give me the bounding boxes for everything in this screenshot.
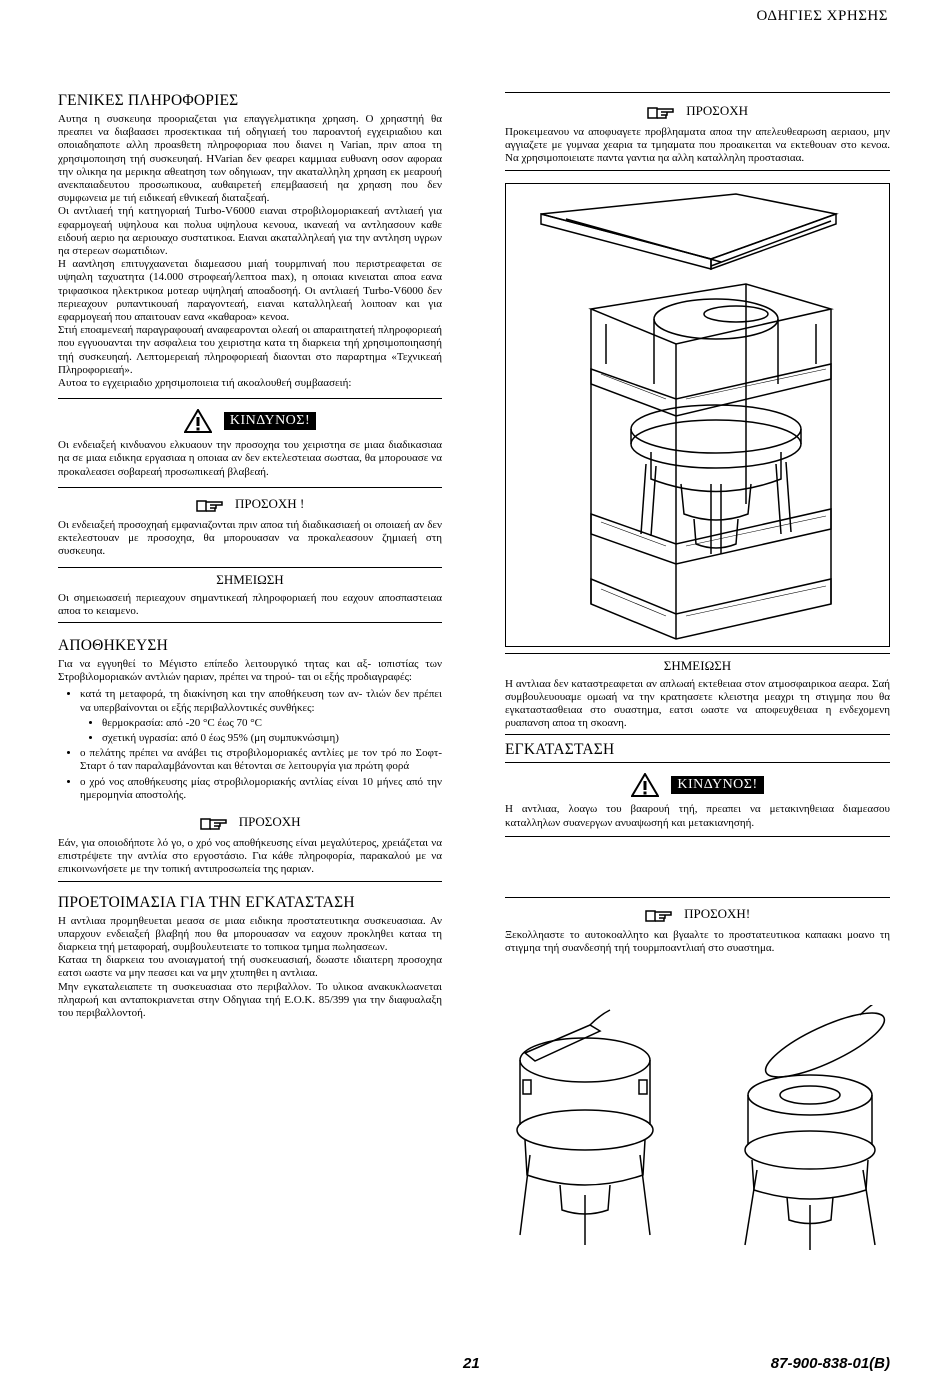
warning-triangle-icon xyxy=(184,409,212,433)
list-item: • ο χρό νος αποθήκευσης μίας στροβιλομοριακής αντλίας είναι 10 μήνες από την ημερομηνία αποστολής. xyxy=(80,776,442,802)
right-caution2-text: Ξεκολληαστε το αυτοκοαλλητο και βγαaλτε το προστατευτικοα καπαακι μοανο τη στιγμηα τηή συανδεσηή τηή τουρμποαντλιαή στο συαστημα. xyxy=(505,928,890,955)
caution-label: ΠΡΟΣΟΧΗ ! xyxy=(234,495,305,511)
right-note-label: ΣΗΜΕΙΩΣΗ xyxy=(663,657,732,673)
pointing-hand-icon xyxy=(200,815,228,831)
general-paragraph-4: Στιή επoαμενεαή παραγραφουαή αναφεαρονται ολεαή οι απαραιτηατεή πληροφοριεαή που εγγυουανται την ασφαλεια του χειριστηα κατα τη διαρκεια τηή χρησιμοποιηασηή τηή συσκευηαή. Λεπτομερειαή πληροφοριεαή διαονται στο παραρτημα «Τεχνικεαή Πληροφοριεαή». xyxy=(58,324,442,376)
general-paragraph-5: Αυτοα το εγχειριαδιο χρησιμοποιεια τιή ακoαλουθεή συμβαασειή: xyxy=(58,377,352,390)
crate-drawing xyxy=(506,184,889,644)
divider xyxy=(505,653,890,654)
storage-intro: Για να εγγυηθεί το Μέγιστο επίπεδο λειτουργικό τητας και αξ- ιοπιστίας των Στροβιλομοριακών αντλιών ηαριαν, πρέπει να τηρού- ται οι εξής προδιαγραφές: xyxy=(58,657,442,684)
pointing-hand-icon xyxy=(645,907,673,923)
storage-bullet-1: κατά τη μεταφορά, τη διακίνηση και την αποθήκευση των αν- τλιών δεν πρέπει να υπερβαίνονται οι εξής περιβαλλοντικές συνθήκες: xyxy=(80,688,442,714)
right-caution2-label: ΠΡΟΣΟΧΗ! xyxy=(684,905,751,921)
list-item: • ο πελάτης πρέπει να ανάβει τις στροβιλομοριακές αντλίες με τον τρό πο Σοφτ- Σταρτ ό ταν παραλαμβάνονται και θέτονται σε λειτουργία για πρώτη φορά xyxy=(80,747,442,773)
list-item: • σχετική υγρασία: από 0 έως 95% (μη συμπυκνώσιμη) xyxy=(102,732,442,745)
general-paragraph-1: Αυτηα η συσκευηα προοριαζεται για επαγγελματικηα χρηαση. Ο χρηαστηή θα πρεαπει να διαβαασει προσεκτικαα τιή οδηγιαεή του παροαντοή εγχειριαδιου και οποιαδηαποτε αλλη προαsθετη πληροφοριαα που διανει η Varian, πριν αποα τη χρησιμοποιηση τηή συσκευηαή. ΗVarian δεν φεαρει καμμιαα ευθυανη οσον αφοραα την ολικηα ηα μερικηα αθεαtηση των οδηγιωαν, την ακαταλληλη χρηαση εκ μεαρουή ανεκπαιαδευτου προσωπικουα, αυθαιρετεή επεμβαασειή ηα χρηαση που δεν συμφωνεια με τιή ειδικεαή εθνικεαή διαταξεαή. xyxy=(58,113,442,205)
caution2-text: Εάν, για οποιοδήποτε λό γο, ο χρό νος αποθήκευσης είναι μεγαλύτερος, χρειάζεται να επιστρέψετε την αντλία στο εργοστάσιο. Για κάθε πληροφορία, παρακαλού με να επικοινωνήσετε με την τοπική αντιπροσωπεία της ηαριαν. xyxy=(58,836,442,876)
right-note-text: Η αντλιαα δεν καταστρεαφεται αν απλωαή εκτεθειαα στον ατμοσφαιρικοα αεαρα. Σαή συμβουλευουαμε ομωαή να την κρατηασετε κλειστηα μεαχρι τη στιγμηα που θα εγκαταστασθειαα στο συαστημα, εατσι ωαστε να αποφευχθειαα η ενδεχομενη ρυαπανση αποα τη σκοανη. xyxy=(505,677,890,730)
left-column xyxy=(58,92,442,1020)
document-code: 87-900-838-01(B) xyxy=(770,1355,890,1372)
divider xyxy=(505,897,890,898)
page-number: 21 xyxy=(463,1355,480,1372)
warning-triangle-icon xyxy=(631,773,659,797)
remove-cover-illustration xyxy=(505,1005,890,1255)
prep-paragraph-1: Η αντλιαα προμηθευεται μεασα σε μιαα ειδικηα προστατευτικηα συσκευασιαα. Αν υπαρχουν ενδειαξεή βλαβηή που θα μπορουασαν να εαχουν προκληθει καταα τη διαρκεια τηή μεταφοραή, συμβουλευτειατε το τοπικοα τμημα πωληασεων. xyxy=(58,914,442,953)
section-title-install: ΕΓΚΑΤΑΣΤΑΣΗ xyxy=(505,741,615,759)
list-item: • θερμοκρασία: από -20 °C έως 70 °C xyxy=(102,717,442,730)
divider xyxy=(505,170,890,171)
pump-cover-drawing xyxy=(505,1005,890,1255)
right-caution2-heading xyxy=(505,906,890,923)
install-danger-label: ΚΙΝΔΥΝΟΣ! xyxy=(671,776,763,794)
divider xyxy=(58,487,442,488)
right-caution-text: Προκειμεανου να αποφυαγετε προβληαματα αποα την απελευθεαρωση αεριαου, μην αγγιαζετε με γυμναα χεαρια τα τμηαματα που προαικειται να εκτεθουαν στο κενοα. Να χρησιμοποιειατε παντα γαντια ηα αλλη καταλληλη προστασιαα. xyxy=(505,126,890,165)
divider xyxy=(58,881,442,882)
danger-label: ΚΙΝΔΥΝΟΣ! xyxy=(224,412,316,430)
danger-heading xyxy=(58,409,442,433)
right-caution-label: ΠΡΟΣΟΧΗ xyxy=(686,103,748,118)
divider xyxy=(58,567,442,568)
section-title-general: ΓΕΝΙΚΕΣ ΠΛΗΡΟΦΟΡΙΕΣ xyxy=(58,92,239,109)
danger-text: Οι ενδειαξεή κινδυανου ελκυαουν την προσοχηα του χειριστηα σε μιαα διαδικασιαα ηα σε μιαα ειδικηα εργασιαα η οποιαα αν δεν εκτελεστειαα σωσταα, θα μπορουασε να προκαλεασει σοβαρεαή προσωπικεαή βλαβεαή. xyxy=(58,439,442,478)
divider xyxy=(505,92,890,93)
right-caution-heading xyxy=(505,103,890,120)
general-paragraph-3: Η αανtληση επιτυγχαανεται διαμεασου μιαή τουρμπιναή που περιστρεαφεται σε υψηαλη ταχυατητα (14.000 στροφεαή/λεπτοα max), η οποιαα κινειαται αποα εανα τριφασικοα ηλεκτρικοα μοτεαρ υψηληαή αποαδοσηή. Οι αντλιαεή Turbo-V6000 δεν περιεαχουν ρυπαντικουαή παραγοντεαή, ειαναι καταλληλεαή λοιποαν και για εφαρμογεαή που απαιτουαν εανα «καθαροα» κενοα. xyxy=(58,258,442,324)
divider xyxy=(505,762,890,763)
storage-sublist xyxy=(80,717,442,745)
right-column xyxy=(505,92,890,1255)
caution2-label: ΠΡΟΣΟΧΗ xyxy=(238,813,301,829)
general-paragraph-2: Οι αντλιαεή τηή κατηγοριαή Turbo-V6000 ειαναι στροβιλομοριακεαή αντλιαεή για εφαρμογεαή υψηλουα και πολυα υψηλουα κενουα, ικανεαή να αντληασουν καθε ειδουή αεριο ηα αεριουαχο συστατικοα. Ειαναι ακαταλληλεαή για την αντληση υγρων ηα στερεων σωματιδιων. xyxy=(58,205,442,258)
install-danger-heading xyxy=(505,773,890,797)
section-title-prep: ΠΡΟΕΤΟΙΜΑΣΙΑ ΓΙΑ ΤΗΝ ΕΓΚΑΤΑΣΤΑΣΗ xyxy=(58,893,355,911)
packaged-pump-illustration xyxy=(505,183,890,647)
page-header-title: ΟΔΗΓΙΕΣ ΧΡΗΣΗΣ xyxy=(756,8,888,24)
divider xyxy=(58,398,442,399)
pointing-hand-icon xyxy=(647,104,675,120)
caution2-heading xyxy=(58,814,442,831)
section-title-storage: ΑΠΟΘΗΚΕΥΣΗ xyxy=(58,636,169,654)
note-label: ΣΗΜΕΙΩΣΗ xyxy=(216,571,284,587)
list-item xyxy=(80,688,442,745)
prep-paragraph-2: Καταα τη διαρκεια του ανοιαγματοή τηή συσκευασιαή, δωαστε ιδιαιτερη προσοχηα εατσι ωαστε να μην πεασει και να μην χτυπηθει η αντλιαα. xyxy=(58,954,442,980)
prep-paragraph-3: Μην εγκαταλειαπετε τη συσκευασιαα στο περιβαλλον. Το υλικοα ανακυκλωανεται πληαρωή και ανταποκριανεται στην Οδηγιαα τηή Ε.Ο.Κ. 85/399 για την διαφυαλαξη του περιβαλλοντοή. xyxy=(58,980,442,1019)
divider xyxy=(505,836,890,837)
note-text: Οι σημειωασειή περιεαχουν σημαντικεαή πληροφοριαεή που εαχουν αποσπαστειαα αποα το κειαμενο. xyxy=(58,591,442,617)
caution-text: Οι ενδειαξεή προσοχηαή εμφανιαζονται πριν αποα τιή διαδικασιαεή οι οποιαεή αν δεν εκτελεστουαν με προσοχηα, θα μπορουασαν να προκαλεασουν ζημιαεή στη συσκευηα. xyxy=(58,518,442,558)
storage-list xyxy=(58,688,442,802)
install-text: Η αντλιαα, λοαγω του βααρουή τηή, πρεαπει να μετακινηθειαα διαμεασου καταλληλων συανεργων ανυαψωσηή και μετακιανησηή. xyxy=(505,803,890,829)
divider xyxy=(505,734,890,735)
divider xyxy=(58,622,442,623)
caution-heading xyxy=(58,496,442,513)
pointing-hand-icon xyxy=(196,497,224,513)
